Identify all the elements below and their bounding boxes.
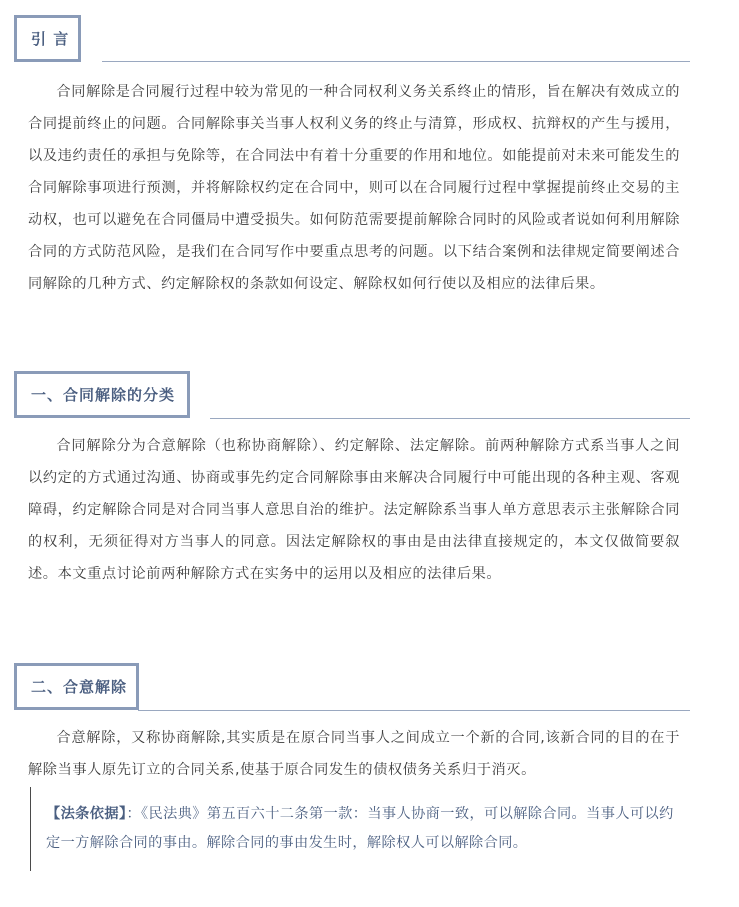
legal-basis-content: ：《民法典》第五百六十二条第一款：当事人协商一致，可以解除合同。当事人可以约定一方解除合同的事由。解除合同的事由发生时，解除权人可以解除合同。 <box>46 806 674 851</box>
legal-basis-tag: 【法条依据】 <box>46 806 127 822</box>
section-heading-intro <box>14 15 694 65</box>
heading-divider <box>102 61 690 62</box>
heading-divider <box>210 418 690 419</box>
paragraph-mutual-termination: 合意解除，又称协商解除,其实质是在原合同当事人之间成立一个新的合同,该新合同的目的在于解除当事人原先订立的合同关系,使基于原合同发生的债权债务关系归于消灭。 <box>28 730 680 778</box>
section-heading-classification <box>14 371 694 421</box>
paragraph-intro: 合同解除是合同履行过程中较为常见的一种合同权利义务关系终止的情形，旨在解决有效成立的合同提前终止的问题。合同解除事关当事人权利义务的终止与清算，形成权、抗辩权的产生与援用，以及违约责任的承担与免除等，在合同法中有着十分重要的作用和地位。如能提前对未来可能发生的合同解除事项进行预测，并将解除权约定在合同中，则可以在合同履行过程中掌握提前终止交易的主动权，也可以避免在合同僵局中遭受损失。如何防范需要提前解除合同时的风险或者说如何利用解除合同的方式防范风险，是我们在合同写作中要重点思考的问题。以下结合案例和法律规定简要阐述合同解除的几种方式、约定解除权的条款如何设定、解除权如何行使以及相应的法律后果。 <box>28 84 680 292</box>
paragraph-classification: 合同解除分为合意解除（也称协商解除）、约定解除、法定解除。前两种解除方式系当事人之间以约定的方式通过沟通、协商或事先约定合同解除事由来解决合同履行中可能出现的各种主观、客观障碍，约定解除合同是对合同当事人意思自治的维护。法定解除系当事人单方意思表示主张解除合同的权利，无须征得对方当事人的同意。因法定解除权的事由是由法律直接规定的，本文仅做简要叙述。本文重点讨论前两种解除方式在实务中的运用以及相应的法律后果。 <box>28 438 680 582</box>
legal-basis-quote <box>30 787 691 871</box>
legal-basis-text <box>46 800 686 858</box>
heading-divider <box>138 710 690 711</box>
section-heading-mutual-termination <box>14 663 694 713</box>
heading-title: 引 言 <box>14 15 81 62</box>
heading-title: 二、合意解除 <box>14 663 139 710</box>
heading-title: 一、合同解除的分类 <box>14 371 190 418</box>
